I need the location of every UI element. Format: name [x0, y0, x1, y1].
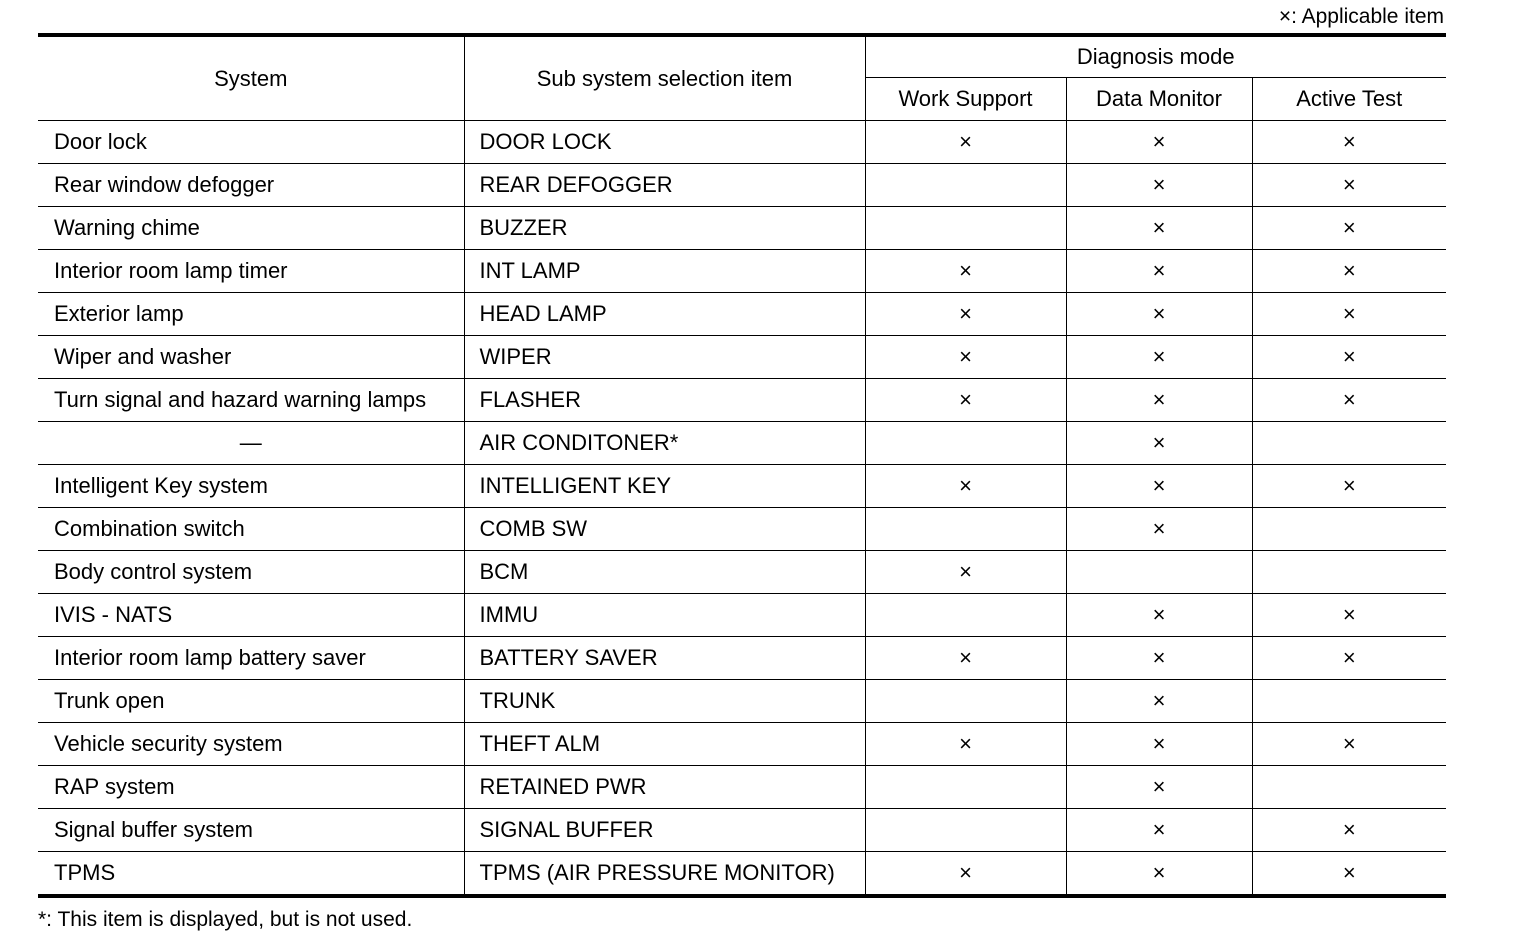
table-row: [38, 508, 1446, 551]
work-support-cell: [865, 809, 1066, 852]
sub-system-cell: REAR DEFOGGER: [464, 164, 865, 207]
work-support-cell: [865, 594, 1066, 637]
table-row: [38, 637, 1446, 680]
system-cell: IVIS - NATS: [38, 594, 464, 637]
data-monitor-cell: ×: [1066, 680, 1252, 723]
table-row: [38, 336, 1446, 379]
active-test-cell: ×: [1252, 594, 1446, 637]
sub-system-cell: RETAINED PWR: [464, 766, 865, 809]
sub-system-cell: HEAD LAMP: [464, 293, 865, 336]
table-row: [38, 680, 1446, 723]
sub-system-cell: TPMS (AIR PRESSURE MONITOR): [464, 852, 865, 897]
table-row: [38, 594, 1446, 637]
work-support-cell: ×: [865, 121, 1066, 164]
table-row: [38, 551, 1446, 594]
active-test-cell: ×: [1252, 250, 1446, 293]
sub-system-cell: WIPER: [464, 336, 865, 379]
header-work-support: Work Support: [865, 78, 1066, 121]
data-monitor-cell: ×: [1066, 164, 1252, 207]
system-cell: Wiper and washer: [38, 336, 464, 379]
diagnosis-mode-table: [38, 33, 1446, 898]
system-cell: Body control system: [38, 551, 464, 594]
data-monitor-cell: ×: [1066, 508, 1252, 551]
data-monitor-cell: ×: [1066, 207, 1252, 250]
header-system: System: [38, 35, 464, 121]
data-monitor-cell: ×: [1066, 422, 1252, 465]
data-monitor-cell: ×: [1066, 723, 1252, 766]
active-test-cell: ×: [1252, 723, 1446, 766]
work-support-cell: [865, 766, 1066, 809]
work-support-cell: ×: [865, 465, 1066, 508]
header-active-test: Active Test: [1252, 78, 1446, 121]
applicable-item-legend: ×: Applicable item: [1278, 5, 1444, 28]
work-support-cell: ×: [865, 723, 1066, 766]
header-data-monitor: Data Monitor: [1066, 78, 1252, 121]
table-row: [38, 809, 1446, 852]
work-support-cell: [865, 508, 1066, 551]
system-cell: TPMS: [38, 852, 464, 897]
sub-system-cell: FLASHER: [464, 379, 865, 422]
sub-system-cell: AIR CONDITONER*: [464, 422, 865, 465]
data-monitor-cell: ×: [1066, 594, 1252, 637]
sub-system-cell: TRUNK: [464, 680, 865, 723]
active-test-cell: ×: [1252, 121, 1446, 164]
sub-system-cell: INTELLIGENT KEY: [464, 465, 865, 508]
active-test-cell: ×: [1252, 465, 1446, 508]
data-monitor-cell: ×: [1066, 250, 1252, 293]
active-test-cell: ×: [1252, 379, 1446, 422]
system-cell: Turn signal and hazard warning lamps: [38, 379, 464, 422]
active-test-cell: [1252, 508, 1446, 551]
header-diagnosis-mode: Diagnosis mode: [865, 35, 1446, 78]
header-sub-system: Sub system selection item: [464, 35, 865, 121]
sub-system-cell: COMB SW: [464, 508, 865, 551]
system-cell: Exterior lamp: [38, 293, 464, 336]
system-cell: Door lock: [38, 121, 464, 164]
data-monitor-cell: ×: [1066, 809, 1252, 852]
table-row: [38, 121, 1446, 164]
active-test-cell: ×: [1252, 336, 1446, 379]
system-cell: Rear window defogger: [38, 164, 464, 207]
active-test-cell: ×: [1252, 293, 1446, 336]
sub-system-cell: THEFT ALM: [464, 723, 865, 766]
data-monitor-cell: ×: [1066, 379, 1252, 422]
system-cell: Warning chime: [38, 207, 464, 250]
active-test-cell: ×: [1252, 852, 1446, 897]
work-support-cell: ×: [865, 293, 1066, 336]
sub-system-cell: IMMU: [464, 594, 865, 637]
data-monitor-cell: ×: [1066, 293, 1252, 336]
system-cell: Interior room lamp battery saver: [38, 637, 464, 680]
table-row: [38, 164, 1446, 207]
table-row: [38, 293, 1446, 336]
active-test-cell: [1252, 422, 1446, 465]
table-row: [38, 379, 1446, 422]
data-monitor-cell: [1066, 551, 1252, 594]
data-monitor-cell: ×: [1066, 336, 1252, 379]
data-monitor-cell: ×: [1066, 637, 1252, 680]
work-support-cell: ×: [865, 637, 1066, 680]
work-support-cell: [865, 422, 1066, 465]
active-test-cell: [1252, 680, 1446, 723]
active-test-cell: ×: [1252, 207, 1446, 250]
system-cell: Interior room lamp timer: [38, 250, 464, 293]
table-row: [38, 422, 1446, 465]
active-test-cell: ×: [1252, 809, 1446, 852]
system-cell: Combination switch: [38, 508, 464, 551]
work-support-cell: ×: [865, 336, 1066, 379]
active-test-cell: [1252, 766, 1446, 809]
system-cell: RAP system: [38, 766, 464, 809]
footnote: *: This item is displayed, but is not used.: [38, 908, 413, 931]
data-monitor-cell: ×: [1066, 852, 1252, 897]
table-row: [38, 766, 1446, 809]
sub-system-cell: INT LAMP: [464, 250, 865, 293]
table-row: [38, 852, 1446, 897]
work-support-cell: ×: [865, 250, 1066, 293]
work-support-cell: [865, 207, 1066, 250]
data-monitor-cell: ×: [1066, 465, 1252, 508]
sub-system-cell: SIGNAL BUFFER: [464, 809, 865, 852]
work-support-cell: [865, 164, 1066, 207]
table-row: [38, 723, 1446, 766]
work-support-cell: ×: [865, 551, 1066, 594]
data-monitor-cell: ×: [1066, 766, 1252, 809]
active-test-cell: [1252, 551, 1446, 594]
system-cell: Signal buffer system: [38, 809, 464, 852]
sub-system-cell: BCM: [464, 551, 865, 594]
active-test-cell: ×: [1252, 164, 1446, 207]
table-row: [38, 207, 1446, 250]
work-support-cell: ×: [865, 379, 1066, 422]
system-cell: —: [38, 422, 464, 465]
work-support-cell: ×: [865, 852, 1066, 897]
table-body: [38, 121, 1446, 897]
table-row: [38, 250, 1446, 293]
system-cell: Trunk open: [38, 680, 464, 723]
data-monitor-cell: ×: [1066, 121, 1252, 164]
active-test-cell: ×: [1252, 637, 1446, 680]
work-support-cell: [865, 680, 1066, 723]
sub-system-cell: BUZZER: [464, 207, 865, 250]
sub-system-cell: DOOR LOCK: [464, 121, 865, 164]
sub-system-cell: BATTERY SAVER: [464, 637, 865, 680]
system-cell: Vehicle security system: [38, 723, 464, 766]
table-row: [38, 465, 1446, 508]
system-cell: Intelligent Key system: [38, 465, 464, 508]
